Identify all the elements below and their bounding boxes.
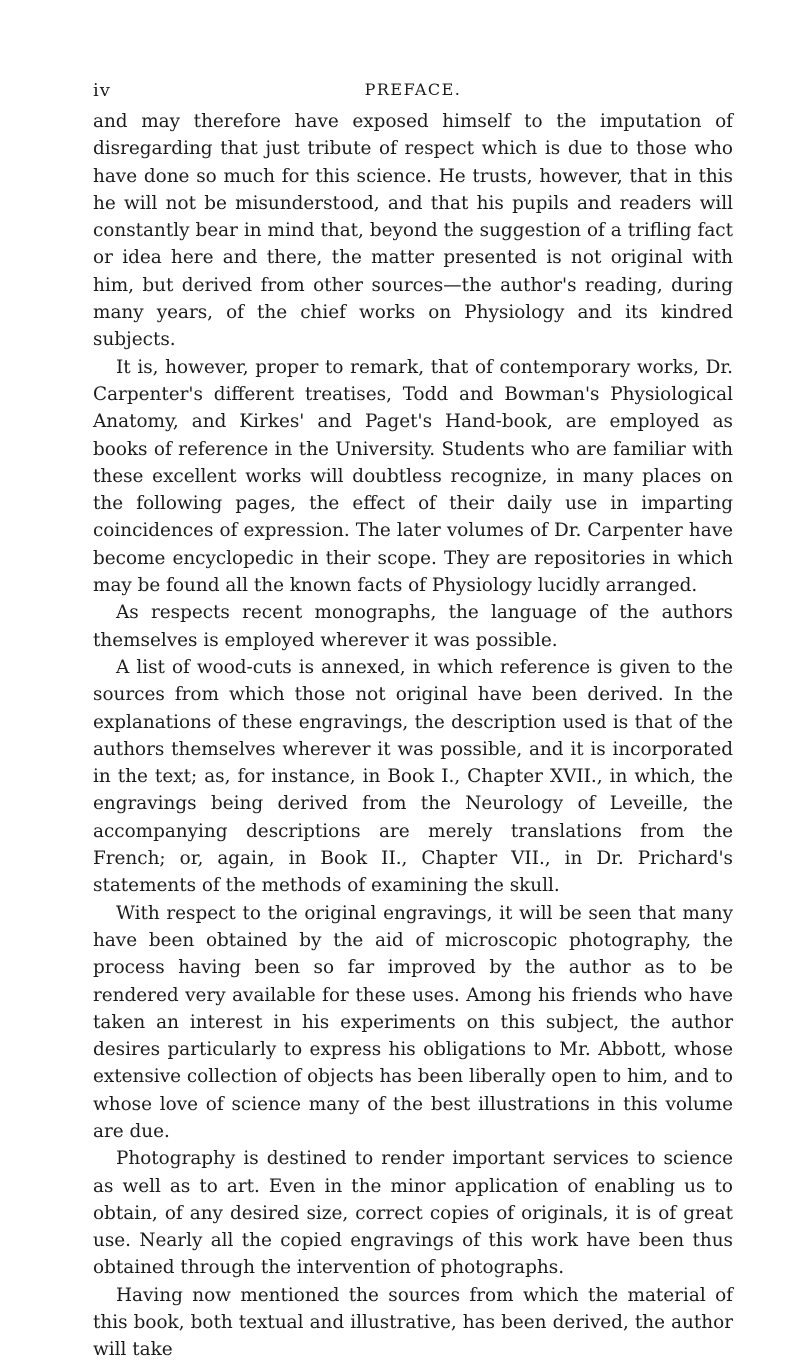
running-head: [93, 80, 733, 106]
page-number: iv: [93, 80, 111, 101]
body-text: [93, 108, 733, 1364]
paragraph-photography: Photography is destined to render important services to science as well as to art. Even in the minor application of enabling us to obtain, of any desired size, correct copies of originals, it is of great use. Nearly all the copied engravings of this work have been thus obtained through the intervention of photographs.: [93, 1148, 733, 1279]
paragraph-wood-cuts: A list of wood-cuts is annexed, in which reference is given to the sources from which those not original have been derived. In the explanations of these engravings, the description used is that of the authors themselves wherever it was possible, and it is incorporated in the text; as, for instance, in Book I., Chapter XVII., in which, the engravings being derived from the Neurology of Leveille, the accompanying descriptions are merely translations from the French; or, again, in Book II., Chapter VII., in Dr. Prichard's statements of the methods of examining the skull.: [93, 656, 733, 897]
paragraph-closing: Having now mentioned the sources from which the material of this book, both textual and illustrative, has been derived, the author will take: [93, 1284, 733, 1361]
paragraph-monographs: As respects recent monographs, the language of the authors themselves is employed wherever it was possible.: [93, 602, 733, 651]
paragraph-contemporary-works: It is, however, proper to remark, that of contemporary works, Dr. Carpenter's different treatises, Todd and Bowman's Physiological Anatomy, and Kirkes' and Paget's Hand-book, are employed as books of reference in the University. Students who are familiar with these excellent works will doubtless recognize, in many places on the following pages, the effect of their daily use in imparting coincidences of expression. The later volumes of Dr. Carpenter have become encyclopedic in their scope. They are repositories in which may be found all the known facts of Physiology lucidly arranged.: [93, 356, 733, 597]
running-title: PREFACE.: [364, 80, 462, 99]
paragraph-continuation: and may therefore have exposed himself to the imputation of disregarding that just tribute of respect which is due to those who have done so much for this science. He trusts, however, that in this he will not be misunderstood, and that his pupils and readers will constantly bear in mind that, beyond the suggestion of a trifling fact or idea here and there, the matter presented is not original with him, but derived from other sources—the author's reading, during many years, of the chief works on Physiology and its kindred subjects.: [93, 111, 733, 351]
paragraph-original-engravings: With respect to the original engravings, it will be seen that many have been obtained by the aid of microscopic photography, the process having been so far improved by the author as to be rendered very available for these uses. Among his friends who have taken an interest in his experiments on this subject, the author desires particularly to express his obligations to Mr. Abbott, whose extensive collection of objects has been liberally open to him, and to whose love of science many of the best illustrations in this volume are due.: [93, 902, 733, 1142]
